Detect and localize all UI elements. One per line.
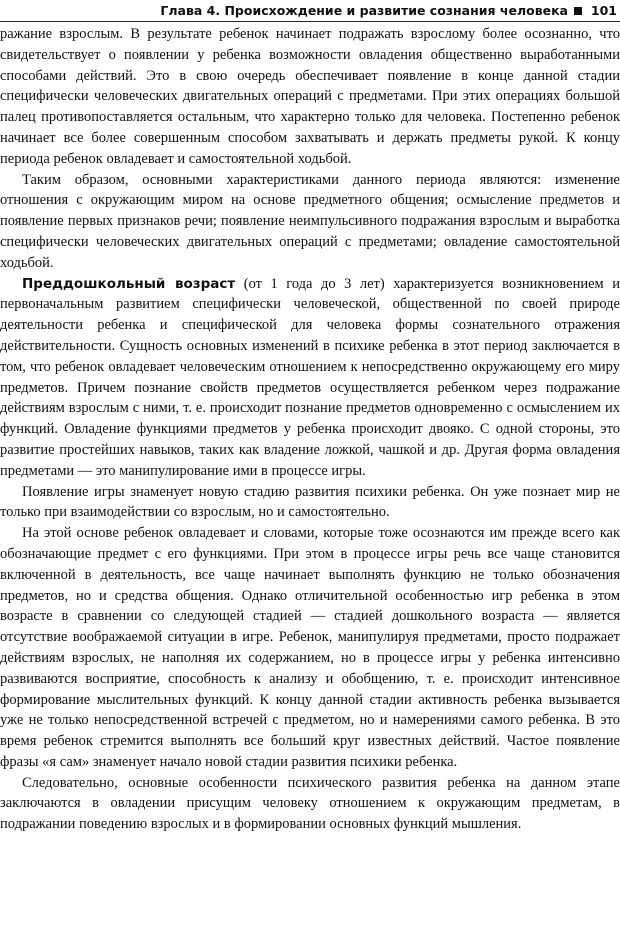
paragraph-summary: Таким образом, основными характеристиками данного периода являются: изменение отношения с окружающим миром на основе предметного общения; осмысление предметов и появление первых признаков речи; появление неимпульсивного подражания взрослым и выработка специфически человеческих двигательных операций с предметами; овладение самостоятельной ходьбой.: [0, 171, 620, 271]
paragraph-words: На этой основе ребенок овладевает и словами, которые тоже осознаются им прежде всего как обозначающие предмет с его функциями. При этом в процессе игры речь все чаще становится включенной в деятельность, все чаще начинает выполнять функцию не только обозначения предметов, но и средства общения. Однако отличительной особенностью игр ребенка в этом возрасте в сравнении со следующей стадией — стадией дошкольного возраста — является отсутствие воображаемой ситуации в игре. Ребенок, манипулируя предметами, просто подражает действиям взрослых, не наполняя их содержанием, но в процессе игры у ребенка интенсивно развиваются восприятие, способность к анализу и обобщению, т. е. происходит интенсивное формирование мыслительных функций. К концу данной стадии активность ребенка вызывается уже не только непосредственной встречей с предметом, но и намерениями самого ребенка. В это время ребенок стремится выполнять все больший круг известных действий. Частое появление фразы «я сам» знаменует начало новой стадии развития психики ребенка.: [0, 525, 620, 770]
paragraph-preschool-text: (от 1 года до 3 лет) характеризуется возникновением и первоначальным развитием специфически человеческой, общественной по своей природе деятельности ребенка и специфической для человека формы сознательного отражения действительности. Сущность основных изменений в психике ребенка в этот период заключается в том, что ребенок овладевает человеческим отношением к непосредственно окружающему его миру предметов. Причем познание свойств предметов осуществляется ребенком через подражание действиям взрослым с ними, т. е. происходит познание предметов одновременно с осмыслением их функций. Овладение функциями предметов у ребенка происходит двояко. С одной стороны, это развитие простейших навыков, таких как владение ложкой, чашкой и др. Другая форма овладения предметами — это манипулирование ими в процессе игры.: [0, 275, 620, 479]
running-header: [0, 0, 620, 22]
paragraph-continuation: ражание взрослым. В результате ребенок начинает подражать взрослому более осознанно, что свидетельствует о появлении у ребенка возможности овладения общественно выработанными способами действий. Это в свою очередь обеспечивает появление в конце данной стадии специфически человеческих двигательных операций с предметами. При этих операциях большой палец противопоставляется остальным, что характерно только для человека. Постепенно ребенок начинает все более совершенным способом захватывать и держать предметы рукой. К концу периода ребенок овладевает и самостоятельной ходьбой.: [0, 26, 620, 167]
paragraph-conclusion: Следовательно, основные особенности психического развития ребенка на данном этапе заключаются в овладении присущим человеку отношением к окружающим предметам, в подражании поведению взрослых и в формировании основных функций мышления.: [0, 774, 620, 833]
term-preschool-age: Преддошкольный возраст: [22, 275, 236, 292]
header-rule: [0, 21, 620, 22]
page-number: 101: [590, 3, 617, 18]
page-body: [0, 24, 620, 835]
square-bullet-icon: [574, 7, 582, 15]
chapter-title: Глава 4. Происхождение и развитие сознания человека: [160, 3, 568, 18]
paragraph-preschool: [0, 274, 620, 482]
paragraph-play: Появление игры знаменует новую стадию развития психики ребенка. Он уже познает мир не только при взаимодействии со взрослым, но и самостоятельно.: [0, 483, 620, 521]
